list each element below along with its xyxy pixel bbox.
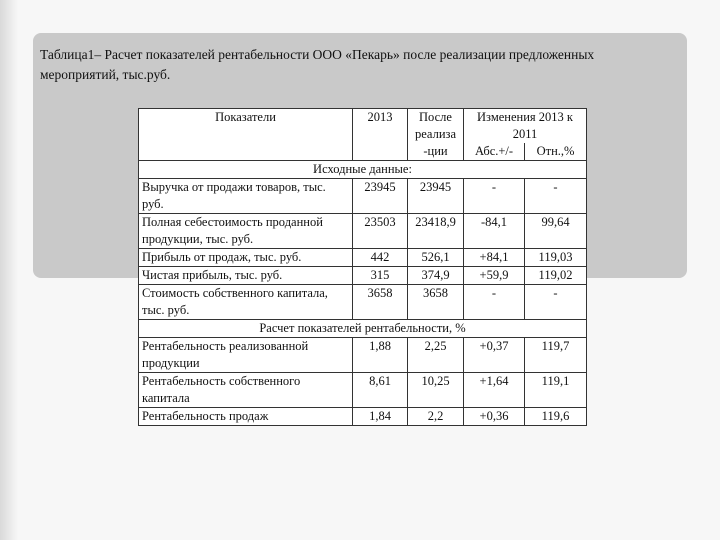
row-abs: -84,1 (464, 214, 525, 249)
row-name: Чистая прибыль, тыс. руб. (139, 267, 353, 285)
row-2013: 442 (353, 249, 408, 267)
row-abs: +59,9 (464, 267, 525, 285)
header-changes (464, 109, 587, 144)
row-rel: 119,6 (525, 408, 587, 426)
row-2013: 1,88 (353, 338, 408, 373)
row-2013: 23503 (353, 214, 408, 249)
row-rel: 119,03 (525, 249, 587, 267)
row-abs: +0,36 (464, 408, 525, 426)
row-abs: +84,1 (464, 249, 525, 267)
row-after: 526,1 (408, 249, 464, 267)
header-abs: Абс.+/- (464, 143, 525, 161)
row-after: 10,25 (408, 373, 464, 408)
table-row (139, 408, 587, 426)
row-name: Рентабельность реализованной продукции (139, 338, 353, 373)
section2-title: Расчет показателей рентабельности, % (139, 320, 587, 338)
table-row (139, 249, 587, 267)
row-rel: - (525, 285, 587, 320)
header-changes-line2: 2011 (512, 127, 538, 141)
row-name: Рентабельность собственного капитала (139, 373, 353, 408)
header-indicator: Показатели (139, 109, 353, 161)
row-abs: +1,64 (464, 373, 525, 408)
row-rel: 119,02 (525, 267, 587, 285)
row-after: 2,25 (408, 338, 464, 373)
row-abs: - (464, 285, 525, 320)
row-2013: 3658 (353, 285, 408, 320)
row-after: 374,9 (408, 267, 464, 285)
row-rel: 99,64 (525, 214, 587, 249)
section2-title-row (139, 320, 587, 338)
slide-left-shadow (0, 0, 18, 540)
header-after-implementation (408, 109, 464, 161)
row-2013: 315 (353, 267, 408, 285)
section1-title: Исходные данные: (139, 161, 587, 179)
row-2013: 1,84 (353, 408, 408, 426)
row-rel: - (525, 179, 587, 214)
header-after-line3: -ции (423, 144, 448, 158)
row-name: Полная себестоимость проданной продукции, тыс. руб. (139, 214, 353, 249)
header-year-2013: 2013 (353, 109, 408, 161)
table-row (139, 373, 587, 408)
row-after: 3658 (408, 285, 464, 320)
table-caption: Таблица1– Расчет показателей рентабельности ООО «Пекарь» после реализации предложенных мероприятий, тыс.руб. (40, 47, 595, 82)
header-row-1 (139, 109, 587, 144)
row-name: Рентабельность продаж (139, 408, 353, 426)
row-after: 2,2 (408, 408, 464, 426)
table-row (139, 285, 587, 320)
section1-title-row (139, 161, 587, 179)
table-row (139, 214, 587, 249)
row-after: 23945 (408, 179, 464, 214)
row-after: 23418,9 (408, 214, 464, 249)
header-after-line2: реализа (414, 127, 457, 141)
row-rel: 119,1 (525, 373, 587, 408)
row-name: Прибыль от продаж, тыс. руб. (139, 249, 353, 267)
row-abs: +0,37 (464, 338, 525, 373)
row-rel: 119,7 (525, 338, 587, 373)
table-row (139, 179, 587, 214)
row-name: Выручка от продажи товаров, тыс. руб. (139, 179, 353, 214)
row-2013: 23945 (353, 179, 408, 214)
header-rel: Отн.,% (525, 143, 587, 161)
table-row (139, 338, 587, 373)
table-row (139, 267, 587, 285)
row-2013: 8,61 (353, 373, 408, 408)
row-abs: - (464, 179, 525, 214)
header-after-line1: После (419, 110, 452, 124)
row-name: Стоимость собственного капитала, тыс. руб. (139, 285, 353, 320)
header-changes-line1: Изменения 2013 к (477, 110, 573, 124)
profitability-table (138, 108, 587, 426)
